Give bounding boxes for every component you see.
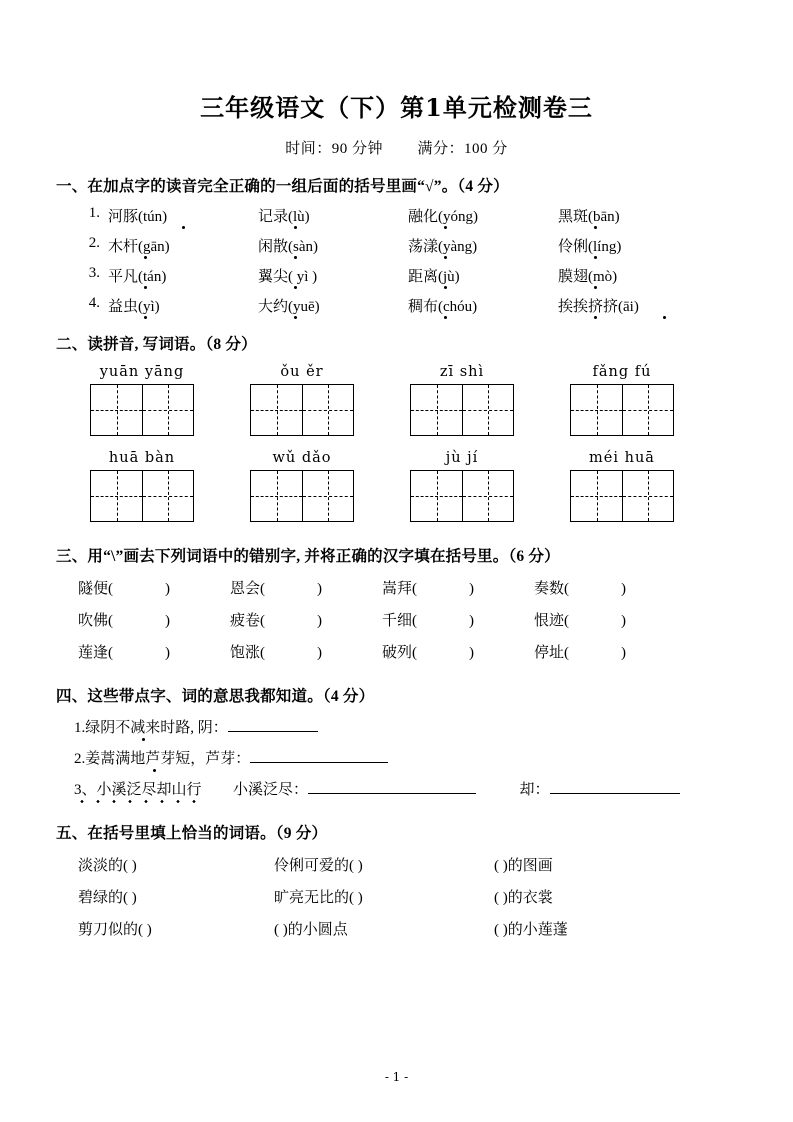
- section-2-heading: 二、读拼音, 写词语。（8 分）: [56, 336, 257, 353]
- pinyin-label: zī shì: [439, 364, 485, 380]
- fill-blank-item[interactable]: 碧绿的( ): [78, 890, 137, 906]
- word-text: 停址(: [534, 645, 569, 661]
- fill-blank-item[interactable]: 剪刀似的( ): [78, 922, 152, 938]
- fill-blank-item[interactable]: 旷亮无比的( ): [274, 890, 363, 906]
- pinyin-grid-group: [250, 364, 410, 436]
- tianzige-box[interactable]: [570, 470, 674, 522]
- pinyin-grid-group: [250, 450, 410, 522]
- pinyin-grid-row: [56, 364, 737, 436]
- row-number: 4.: [88, 295, 100, 311]
- pinyin-grid-group: [570, 364, 730, 436]
- pinyin-option[interactable]: 平凡(tán): [108, 265, 258, 286]
- colon: ：: [212, 720, 228, 736]
- word-correction-item[interactable]: 吹佛( ): [78, 613, 170, 629]
- pinyin-option[interactable]: 距离(jù): [408, 265, 558, 286]
- word-text: 恨迹(: [534, 613, 569, 629]
- section-3-heading: 三、用“\”画去下列词语中的错别字, 并将正确的汉字填在括号里。（6 分）: [56, 548, 560, 565]
- time-limit: 时间：90 分钟: [285, 141, 383, 157]
- word-text: 吹佛(: [78, 613, 113, 629]
- word-text: 奏数(: [534, 581, 569, 597]
- word-text: 隧便(: [78, 581, 113, 597]
- pinyin-option[interactable]: 伶俐(líng): [558, 235, 708, 256]
- pinyin-option[interactable]: 记录(lù): [258, 205, 408, 226]
- word-correction-item[interactable]: 奏数( ): [534, 581, 626, 597]
- word-correction-item[interactable]: 疲卷( ): [230, 613, 322, 629]
- question-row: [56, 854, 737, 875]
- page-number: - 1 -: [384, 1070, 409, 1084]
- tianzige-box[interactable]: [90, 384, 194, 436]
- word-text: 疲卷(: [230, 613, 265, 629]
- tianzige-box[interactable]: [250, 384, 354, 436]
- question-row: [56, 265, 737, 286]
- fill-blank-item[interactable]: ( )的小圆点: [274, 922, 348, 938]
- word-correction-item[interactable]: 嵩拜( ): [382, 581, 474, 597]
- section-2-grids: [56, 364, 737, 522]
- pinyin-option[interactable]: 融化(yóng): [408, 205, 558, 226]
- question-row: [56, 295, 737, 316]
- pinyin-label: méi huā: [589, 450, 655, 466]
- question-row: [56, 778, 737, 799]
- pinyin-label: huā bàn: [108, 450, 176, 466]
- answer-blank[interactable]: [228, 731, 318, 732]
- row-number: 1.: [88, 205, 100, 221]
- pinyin-grid-group: [90, 450, 250, 522]
- question-text: 1.绿阴不减来时路, 阴: [74, 716, 213, 737]
- pinyin-option[interactable]: 河豚(tún): [108, 205, 258, 226]
- question-row: [56, 205, 737, 226]
- question-row: [56, 918, 737, 939]
- sub-question-label: 小溪泛尽：: [233, 782, 309, 798]
- word-correction-item[interactable]: 千细( ): [382, 613, 474, 629]
- section-4-list: [56, 716, 737, 799]
- word-correction-item[interactable]: 恩会( ): [230, 581, 322, 597]
- question-text: 2.姜蒿满地芦芽短，芦芽: [74, 747, 235, 768]
- sub-question-label: 却：: [519, 782, 550, 798]
- answer-blank[interactable]: [550, 793, 680, 794]
- fill-blank-item[interactable]: 伶俐可爱的( ): [274, 858, 363, 874]
- total-score: 满分：100 分: [417, 141, 508, 157]
- pinyin-label: wǔ dǎo: [272, 450, 332, 466]
- word-correction-item[interactable]: 莲逢( ): [78, 645, 170, 661]
- colon: ：: [235, 751, 251, 767]
- row-number: 3.: [88, 265, 100, 281]
- pinyin-label: jù jí: [445, 450, 479, 466]
- pinyin-grid-group: [410, 450, 570, 522]
- pinyin-grid-group: [410, 364, 570, 436]
- fill-blank-item[interactable]: ( )的衣裳: [494, 890, 553, 906]
- section-1-heading: 一、在加点字的读音完全正确的一组后面的括号里画“√”。（4 分）: [56, 178, 509, 195]
- tianzige-box[interactable]: [410, 384, 514, 436]
- pinyin-option[interactable]: 闲散(sàn): [258, 235, 408, 256]
- question-row: [56, 235, 737, 256]
- question-row: [56, 747, 737, 768]
- exam-meta: [56, 137, 737, 158]
- section-3-list: [56, 577, 737, 662]
- word-text: 嵩拜(: [382, 581, 417, 597]
- pinyin-option[interactable]: 挨挨挤挤(āi): [558, 295, 708, 316]
- page-title: 三年级语文（下）第1单元检测卷三: [200, 93, 593, 122]
- fill-blank-item[interactable]: ( )的小莲蓬: [494, 922, 568, 938]
- answer-blank[interactable]: [308, 793, 476, 794]
- pinyin-option[interactable]: 大约(yuē): [258, 295, 408, 316]
- pinyin-option[interactable]: 翼尖( yì ): [258, 265, 408, 286]
- word-correction-item[interactable]: 停址( ): [534, 645, 626, 661]
- word-text: 饱涨(: [230, 645, 265, 661]
- word-text: 千细(: [382, 613, 417, 629]
- question-row: [56, 577, 737, 598]
- pinyin-option[interactable]: 木杆(gān): [108, 235, 258, 256]
- question-row: [56, 716, 737, 737]
- word-text: 破列(: [382, 645, 417, 661]
- answer-blank[interactable]: [250, 762, 388, 763]
- tianzige-box[interactable]: [90, 470, 194, 522]
- fill-blank-item[interactable]: 淡淡的( ): [78, 858, 137, 874]
- question-text: 3、小溪泛尽却山行: [74, 778, 202, 799]
- pinyin-label: ǒu ěr: [280, 364, 324, 380]
- word-text: 莲逢(: [78, 645, 113, 661]
- word-correction-item[interactable]: 饱涨( ): [230, 645, 322, 661]
- word-text: 恩会(: [230, 581, 265, 597]
- tianzige-box[interactable]: [250, 470, 354, 522]
- section-5-heading: 五、在括号里填上恰当的词语。（9 分）: [56, 825, 328, 842]
- question-row: [56, 609, 737, 630]
- pinyin-grid-group: [90, 364, 250, 436]
- question-row: [56, 886, 737, 907]
- word-correction-item[interactable]: 恨迹( ): [534, 613, 626, 629]
- pinyin-option[interactable]: 稠布(chóu): [408, 295, 558, 316]
- pinyin-option[interactable]: 荡漾(yàng): [408, 235, 558, 256]
- section-1-list: [56, 205, 737, 316]
- fill-blank-item[interactable]: ( )的图画: [494, 858, 553, 874]
- pinyin-option[interactable]: 膜翅(mò): [558, 265, 708, 286]
- pinyin-label: yuān yāng: [99, 364, 185, 380]
- section-5-list: [56, 854, 737, 939]
- pinyin-option[interactable]: 益虫(yì): [108, 295, 258, 316]
- pinyin-grid-row: [56, 450, 737, 522]
- row-number: 2.: [88, 235, 100, 251]
- pinyin-grid-group: [570, 450, 730, 522]
- word-correction-item[interactable]: 破列( ): [382, 645, 474, 661]
- question-row: [56, 641, 737, 662]
- section-4-heading: 四、这些带点字、词的意思我都知道。（4 分）: [56, 688, 375, 705]
- tianzige-box[interactable]: [410, 470, 514, 522]
- tianzige-box[interactable]: [570, 384, 674, 436]
- word-correction-item[interactable]: 隧便( ): [78, 581, 170, 597]
- pinyin-option[interactable]: 黑斑(bān): [558, 205, 708, 226]
- pinyin-label: fǎng fú: [592, 364, 652, 380]
